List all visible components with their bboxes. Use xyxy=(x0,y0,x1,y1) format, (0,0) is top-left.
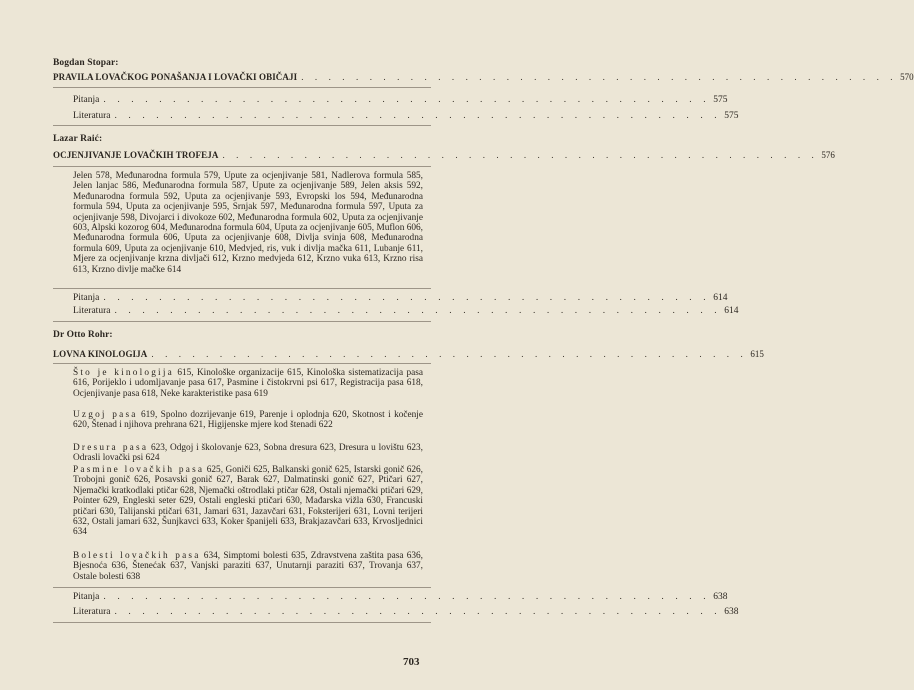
toc-entry-title[interactable] xyxy=(53,72,914,82)
page-number: 703 xyxy=(403,656,420,668)
toc-page-number: 638 xyxy=(724,607,739,617)
toc-entry-label: Literatura xyxy=(73,607,111,617)
toc-page-number: 615 xyxy=(750,349,764,359)
toc-entry-label: Pitanja xyxy=(73,592,100,602)
divider xyxy=(53,125,431,126)
section-author: Dr Otto Rohr: xyxy=(53,330,113,340)
contents-paragraph xyxy=(73,551,423,582)
toc-entry-label: PRAVILA LOVAČKOG PONAŠANJA I LOVAČKI OBIČAJI xyxy=(53,72,298,82)
toc-entry-literatura[interactable] xyxy=(73,607,739,617)
divider xyxy=(53,622,431,623)
toc-entry-literatura[interactable] xyxy=(73,111,739,121)
contents-paragraph xyxy=(73,410,423,431)
paragraph-lead: Uzgoj pasa xyxy=(73,410,138,420)
dot-leader: . . . . . . . . . . . . . . . . . . . . . . . . . . . . . . . . . . . . . . . . . . . . xyxy=(103,95,711,105)
toc-entry-pitanja[interactable] xyxy=(73,293,728,303)
toc-entry-literatura[interactable] xyxy=(73,306,739,316)
toc-entry-label: Literatura xyxy=(73,306,111,316)
section-author: Bogdan Stopar: xyxy=(53,58,119,68)
toc-entry-label: Literatura xyxy=(73,111,111,121)
toc-entry-label: Pitanja xyxy=(73,293,100,303)
paragraph-text: 634, Simptomi bolesti 635, Zdravstvena zaštita pasa 636, Bjesnoća 636, Štenećak 637, Vanjski paraziti 637, Unutarnji paraziti 637, Trovanja 637, Ostale bolesti 638 xyxy=(73,551,423,582)
toc-page-number: 575 xyxy=(724,111,739,121)
paragraph-text: 625, Goniči 625, Balkanski gonič 625, Istarski gonič 626, Trobojni gonič 626, Posavski gonič 627, Barak 627, Dalmatinski gonič 627, Ptičari 627, Njemački kratkodlaki ptičar 628, Njemački oštrodlaki ptičar 628, Ostali njemački ptičari 629, Pointer 629, Engleski seter 629, Ostali engleski ptičari 630, Mađarska vižla 630, Francuski ptičari 630, Talijanski ptičari 631, Jamari 631, Jazavčari 631, Foksterijeri 631, Lovni terijeri 632, Ostali jamari 632, Šunjkavci 633, Koker španijeli 633, Brakjazavčari 633, Krvosljednici 634 xyxy=(73,465,423,538)
toc-entry-label: OCJENJIVANJE LOVAČKIH TROFEJA xyxy=(53,150,219,160)
dot-leader: . . . . . . . . . . . . . . . . . . . . . . . . . . . . . . . . . . . . . . . . . . . . xyxy=(103,592,711,602)
dot-leader: . . . . . . . . . . . . . . . . . . . . . . . . . . . . . . . . . . . . . . . . . . . . xyxy=(114,111,722,121)
toc-page-number: 575 xyxy=(713,95,728,105)
dot-leader: . . . . . . . . . . . . . . . . . . . . . . . . . . . . . . . . . . . . . . . . . . . . xyxy=(103,293,711,303)
contents-paragraph xyxy=(73,368,423,399)
divider xyxy=(53,166,431,167)
paragraph-text: 623, Odgoj i školovanje 623, Sobna dresura 623, Dresura u lovištu 623, Odrasli lovački psi 624 xyxy=(73,443,424,464)
divider xyxy=(53,288,431,289)
divider xyxy=(53,363,431,364)
toc-page-number: 638 xyxy=(713,592,728,602)
divider xyxy=(53,321,431,322)
contents-paragraph xyxy=(73,465,423,538)
contents-paragraph: Jelen 578, Međunarodna formula 579, Upute za ocjenjivanje 581, Nadlerova formula 585, Jelen lanjac 586, Međunarodna formula 587, Upute za ocjenjivanje 589, Jelen aksis 592, Međunarodna formula 592, Uputa za ocjenjivanje 593, Evropski los 594, Međunarodna formula 594, Uputa za ocjenjivanje 595, Srnjak 597, Međunarodna formula 597, Uputa za ocjenjivanje 598, Divojarci i divokoze 602, Međunarodna formula 602, Uputa za ocjenjivanje 603, Alpski kozorog 604, Međunarodna formula 604, Uputa za ocjenjivanje 605, Muflon 606, Međunarodna formula 606, Uputa za ocjenjivanje 608, Divlja svinja 608, Međunarodna formula 609, Uputa za ocjenjivanje 610, Medvjed, ris, vuk i divlja mačka 611, Lubanje 611, Mjere za ocjenjivanje krzna divljači 612, Krzno medvjeda 612, Krzno vuka 613, Krzno risa 613, Krzno divlje mačke 614 xyxy=(73,171,423,275)
toc-entry-label: Pitanja xyxy=(73,95,100,105)
paragraph-text: 619, Spolno dozrijevanje 619, Parenje i oplodnja 620, Skotnost i kočenje 620, Štenad i njihova prehrana 621, Higijenske mjere kod štenadi 622 xyxy=(73,410,423,431)
toc-entry-pitanja[interactable] xyxy=(73,95,728,105)
toc-page-number: 576 xyxy=(821,150,835,160)
toc-page-number: 614 xyxy=(724,306,739,316)
paragraph-lead: Što je kinologija xyxy=(73,368,174,378)
paragraph-lead: Bolesti lovačkih pasa xyxy=(73,551,201,561)
toc-page-number: 570 xyxy=(900,72,914,82)
dot-leader: . . . . . . . . . . . . . . . . . . . . . . . . . . . . . . . . . . . . . . . . . . . . xyxy=(151,349,748,359)
divider xyxy=(53,87,431,88)
dot-leader: . . . . . . . . . . . . . . . . . . . . . . . . . . . . . . . . . . . . . . . . . . . . xyxy=(222,150,819,160)
toc-entry-title[interactable] xyxy=(53,349,764,359)
dot-leader: . . . . . . . . . . . . . . . . . . . . . . . . . . . . . . . . . . . . . . . . . . . . xyxy=(114,607,722,617)
paragraph-text: 615, Kinološke organizacije 615, Kinološka sistematizacija pasa 616, Porijeklo i udomljavanje pasa 617, Pasmine i čistokrvni psi 617, Registracija pasa 618, Ocjenjivanje pasa 618, Neke karakteristike pasa 619 xyxy=(73,368,423,399)
toc-entry-pitanja[interactable] xyxy=(73,592,728,602)
dot-leader: . . . . . . . . . . . . . . . . . . . . . . . . . . . . . . . . . . . . . . . . . . . . xyxy=(301,72,898,82)
paragraph-lead: Dresura pasa xyxy=(73,443,149,453)
paragraph-lead: Pasmine lovačkih pasa xyxy=(73,465,205,475)
contents-paragraph xyxy=(73,443,423,464)
dot-leader: . . . . . . . . . . . . . . . . . . . . . . . . . . . . . . . . . . . . . . . . . . . . xyxy=(114,306,722,316)
toc-entry-label: LOVNA KINOLOGIJA xyxy=(53,349,148,359)
section-author: Lazar Raić: xyxy=(53,134,103,144)
toc-entry-title[interactable] xyxy=(53,150,835,160)
toc-page-number: 614 xyxy=(713,293,728,303)
divider xyxy=(53,587,431,588)
